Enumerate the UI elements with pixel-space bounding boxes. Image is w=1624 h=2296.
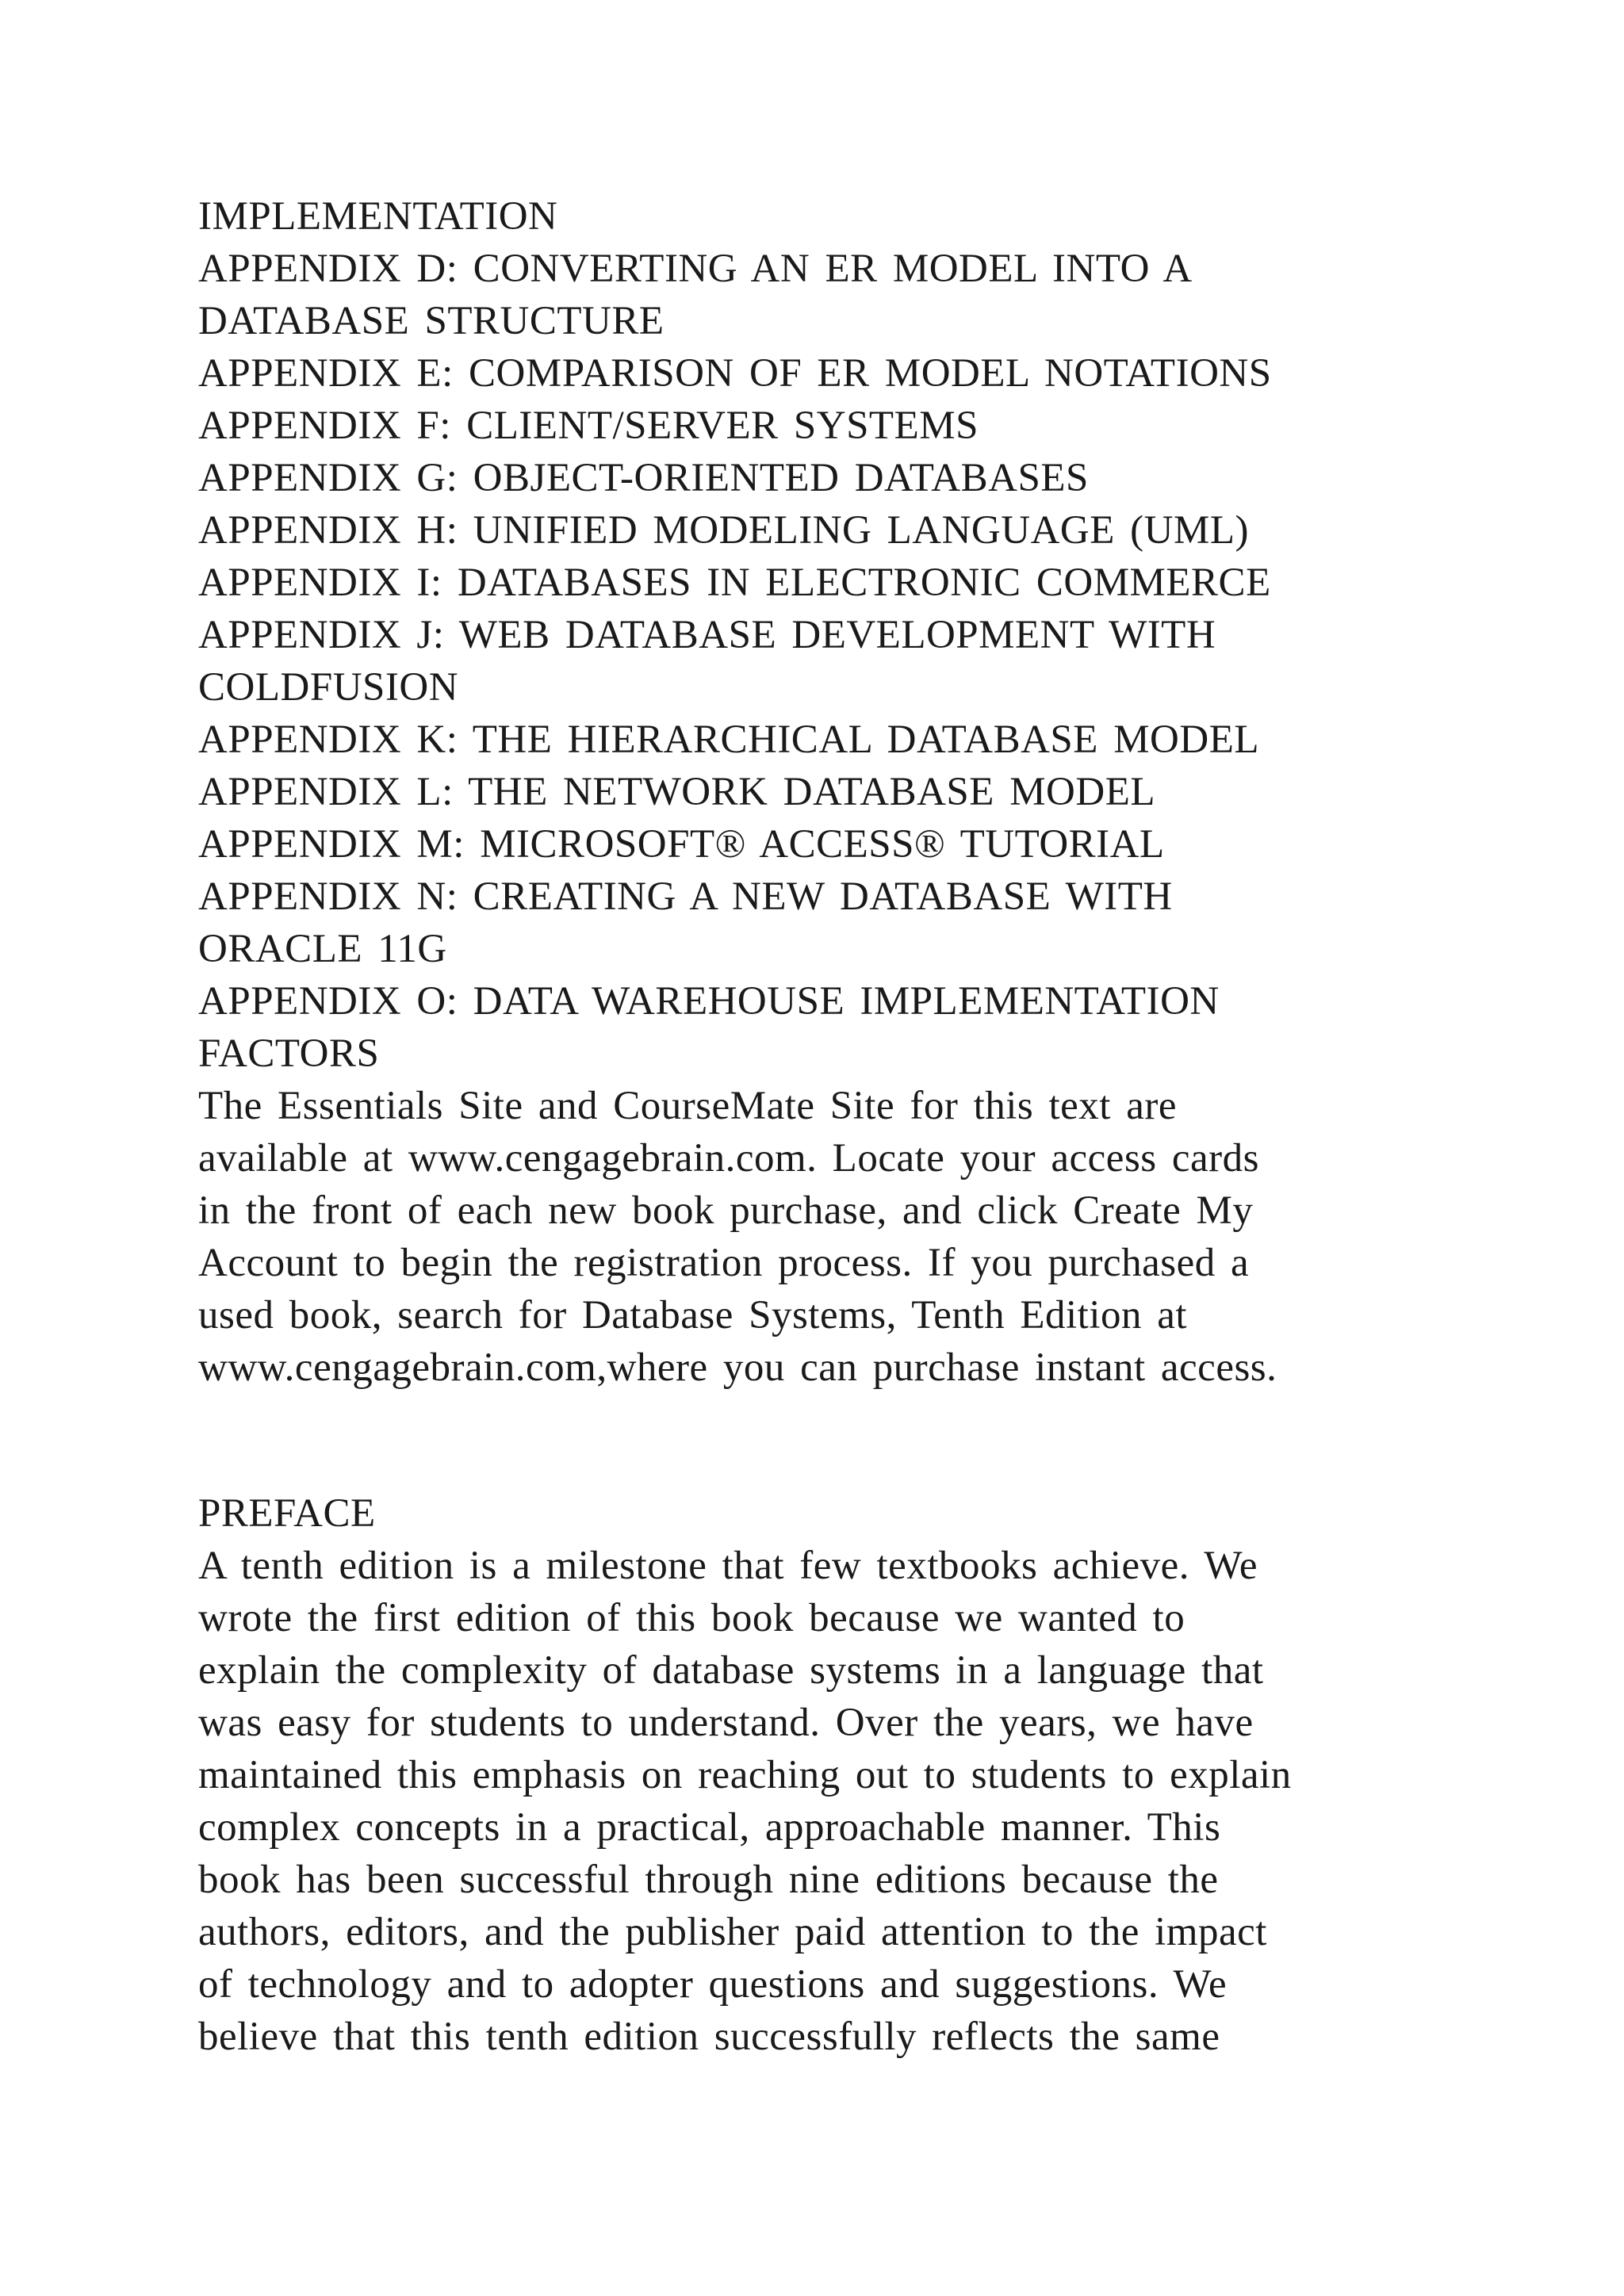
toc-line: APPENDIX K: THE HIERARCHICAL DATABASE MODEL xyxy=(198,718,1260,762)
toc-line: APPENDIX H: UNIFIED MODELING LANGUAGE (UML) xyxy=(198,508,1249,553)
toc-line: APPENDIX D: CONVERTING AN ER MODEL INTO A xyxy=(198,247,1193,291)
toc-line: DATABASE STRUCTURE xyxy=(198,299,665,343)
toc-line: APPENDIX J: WEB DATABASE DEVELOPMENT WITH xyxy=(198,613,1216,657)
paragraph-line: explain the complexity of database systems in a language that xyxy=(198,1648,1264,1693)
toc-line: APPENDIX M: MICROSOFT® ACCESS® TUTORIAL xyxy=(198,822,1165,867)
appendix-list xyxy=(198,190,1499,1080)
paragraph-line: A tenth edition is a milestone that few textbooks achieve. We xyxy=(198,1544,1258,1588)
paragraph-line: in the front of each new book purchase, and click Create My xyxy=(198,1188,1254,1233)
paragraph-line: www.cengagebrain.com,where you can purchase instant access. xyxy=(198,1345,1277,1390)
toc-line: ORACLE 11G xyxy=(198,927,447,971)
toc-line: APPENDIX F: CLIENT/SERVER SYSTEMS xyxy=(198,404,979,448)
toc-line: APPENDIX L: THE NETWORK DATABASE MODEL xyxy=(198,770,1156,814)
paragraph-line: was easy for students to understand. Over the years, we have xyxy=(198,1701,1254,1745)
toc-line: APPENDIX I: DATABASES IN ELECTRONIC COMMERCE xyxy=(198,561,1271,605)
toc-line: IMPLEMENTATION xyxy=(198,194,558,239)
toc-line: COLDFUSION xyxy=(198,665,459,710)
toc-line: APPENDIX N: CREATING A NEW DATABASE WITH xyxy=(198,874,1173,919)
section-spacer xyxy=(198,1394,1499,1487)
paragraph-line: Account to begin the registration process. If you purchased a xyxy=(198,1241,1250,1285)
document-page xyxy=(198,190,1499,2063)
toc-line: APPENDIX G: OBJECT-ORIENTED DATABASES xyxy=(198,456,1089,500)
paragraph-line: authors, editors, and the publisher paid attention to the impact xyxy=(198,1910,1267,1954)
access-note-paragraph xyxy=(198,1080,1499,1394)
toc-line: FACTORS xyxy=(198,1031,380,1076)
paragraph-line: available at www.cengagebrain.com. Locate your access cards xyxy=(198,1136,1259,1181)
preface-heading: PREFACE xyxy=(198,1491,376,1536)
paragraph-line: complex concepts in a practical, approachable manner. This xyxy=(198,1805,1221,1850)
paragraph-line: The Essentials Site and CourseMate Site for this text are xyxy=(198,1084,1177,1128)
toc-line: APPENDIX E: COMPARISON OF ER MODEL NOTATIONS xyxy=(198,351,1272,396)
paragraph-line: maintained this emphasis on reaching out to students to explain xyxy=(198,1753,1292,1797)
paragraph-line: book has been successful through nine editions because the xyxy=(198,1858,1219,1902)
paragraph-line: wrote the first edition of this book because we wanted to xyxy=(198,1596,1185,1640)
paragraph-line: believe that this tenth edition successfully reflects the same xyxy=(198,2015,1220,2059)
toc-line: APPENDIX O: DATA WAREHOUSE IMPLEMENTATION xyxy=(198,979,1220,1024)
preface-paragraph xyxy=(198,1540,1499,2063)
paragraph-line: of technology and to adopter questions and suggestions. We xyxy=(198,1962,1228,2007)
paragraph-line: used book, search for Database Systems, Tenth Edition at xyxy=(198,1293,1188,1337)
